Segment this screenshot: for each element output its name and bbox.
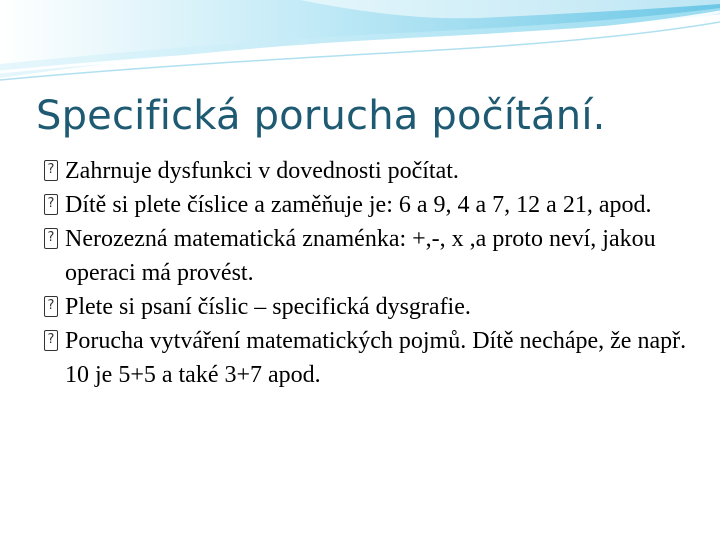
bullet-item [44,324,694,392]
bullet-text: Porucha vytváření matematických pojmů. Dítě nechápe, že např. 10 je 5+5 a také 3+7 apod. [65,328,687,388]
bullet-text: Zahrnuje dysfunkci v dovednosti počítat. [65,158,459,184]
missing-glyph-icon: ? [44,296,58,317]
bullet-text: Plete si psaní číslic – specifická dysgrafie. [65,294,471,320]
bullet-text: Nerozezná matematická znaménka: +,-, x ,a proto neví, jakou operaci má provést. [65,226,656,286]
bullet-text: Dítě si plete číslice a zaměňuje je: 6 a 9, 4 a 7, 12 a 21, apod. [65,192,652,218]
header-wave-decoration [0,0,720,90]
bullet-item [44,154,694,188]
slide-title: Specifická porucha počítání. [36,93,606,139]
missing-glyph-icon: ? [44,228,58,249]
missing-glyph-icon: ? [44,160,58,181]
bullet-item [44,222,694,290]
missing-glyph-icon: ? [44,330,58,351]
bullet-item [44,290,694,324]
bullet-list [44,154,694,392]
bullet-item [44,188,694,222]
missing-glyph-icon: ? [44,194,58,215]
